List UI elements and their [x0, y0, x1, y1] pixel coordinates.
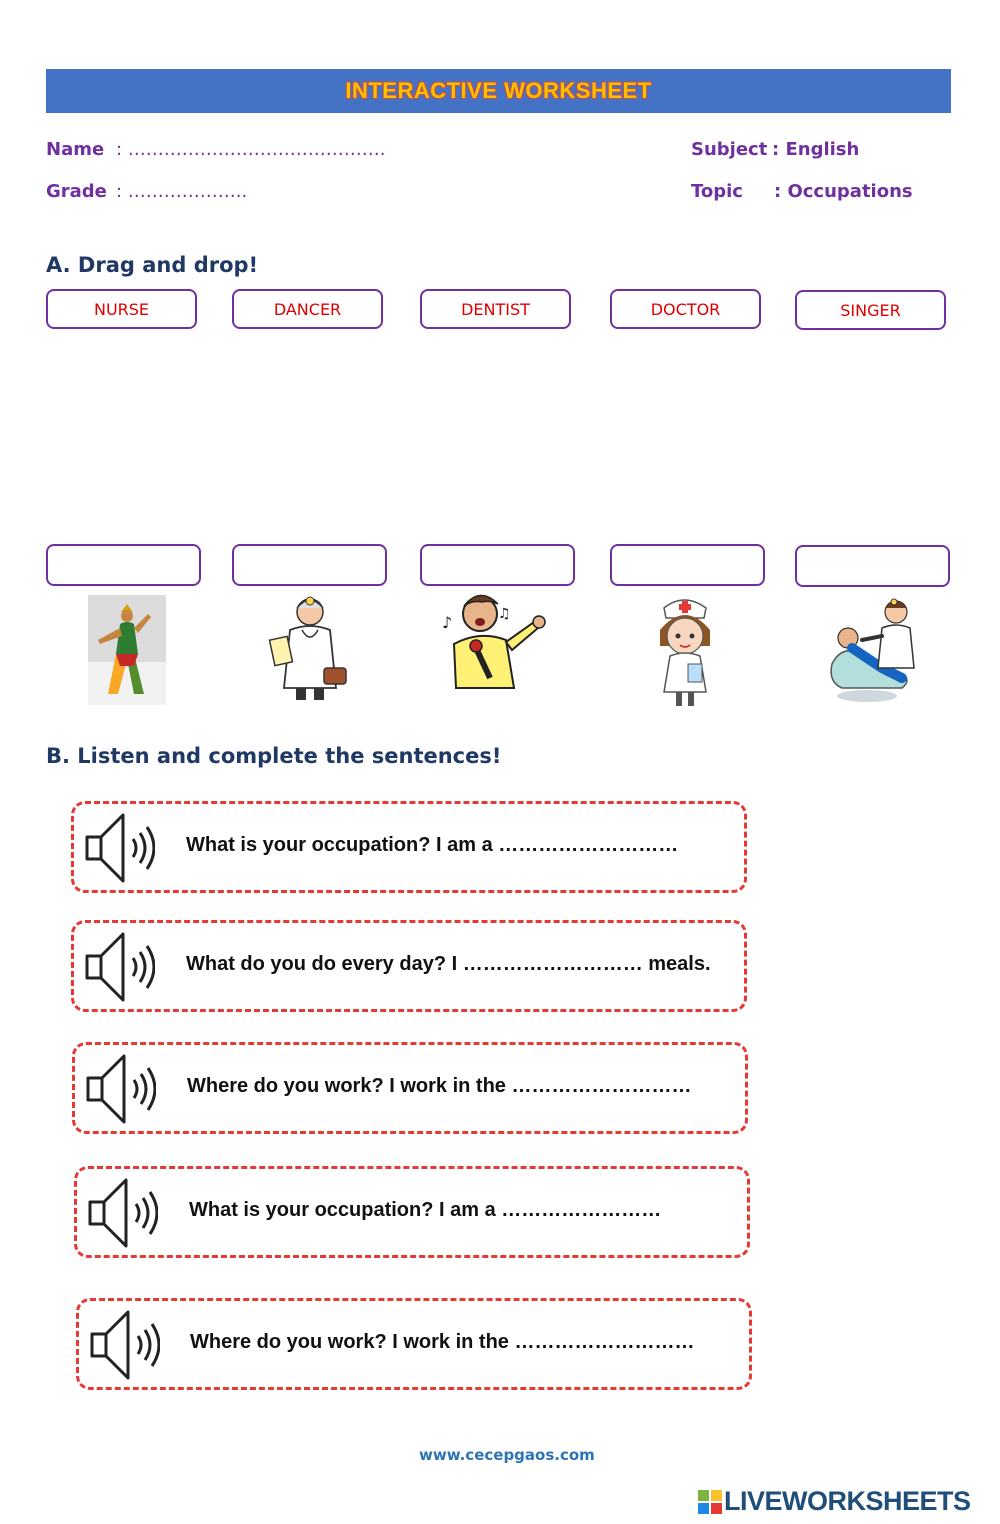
subject-label: Subject	[691, 139, 768, 160]
sentence-2: What do you do every day? I ……………………… meals.	[186, 953, 711, 975]
worksheet-title: INTERACTIVE WORKSHEET	[345, 78, 652, 103]
drop-box-2[interactable]	[232, 544, 387, 586]
word-card-dentist[interactable]: DENTIST	[420, 289, 571, 329]
speaker-icon[interactable]	[86, 1176, 158, 1250]
drop-box-1[interactable]	[46, 544, 201, 586]
speaker-icon[interactable]	[83, 930, 155, 1004]
worksheet-banner	[46, 69, 951, 113]
speaker-icon[interactable]	[88, 1308, 160, 1382]
sentence-3: Where do you work? I work in the ………………………	[187, 1075, 692, 1097]
liveworksheets-logo-icon	[698, 1490, 722, 1514]
drop-box-4[interactable]	[610, 544, 765, 586]
word-card-singer[interactable]: SINGER	[795, 290, 946, 330]
dentist-picture	[822, 592, 932, 707]
name-label: Name	[46, 139, 105, 160]
sentence-5: Where do you work? I work in the ………………………	[190, 1331, 695, 1353]
drop-box-3[interactable]	[420, 544, 575, 586]
section-a-title: A. Drag and drop!	[46, 253, 259, 277]
speaker-icon[interactable]	[83, 811, 155, 885]
svg-text:♪: ♪	[442, 613, 453, 632]
word-card-nurse[interactable]: NURSE	[46, 289, 197, 329]
sentence-4: What is your occupation? I am a ……………………	[189, 1199, 662, 1221]
word-card-doctor[interactable]: DOCTOR	[610, 289, 761, 329]
singer-picture	[440, 588, 550, 703]
grade-label: Grade	[46, 181, 107, 202]
grade-field[interactable]: : ………………..	[116, 181, 248, 202]
dancer-picture	[72, 592, 182, 707]
nurse-picture	[630, 594, 740, 709]
speaker-icon[interactable]	[84, 1052, 156, 1126]
doctor-picture	[258, 590, 368, 705]
topic-label: Topic	[691, 181, 743, 202]
word-card-dancer[interactable]: DANCER	[232, 289, 383, 329]
topic-value: : Occupations	[774, 181, 913, 202]
drop-box-5[interactable]	[795, 545, 950, 587]
section-b-title: B. Listen and complete the sentences!	[46, 744, 502, 768]
subject-value: : English	[772, 139, 860, 160]
liveworksheets-brand[interactable]: LIVEWORKSHEETS	[724, 1486, 971, 1516]
name-field[interactable]: : …………………………………….	[116, 139, 386, 160]
sentence-1: What is your occupation? I am a ………………………	[186, 834, 679, 856]
website-link[interactable]: www.cecepgaos.com	[419, 1446, 595, 1464]
svg-text:♫: ♫	[498, 606, 511, 622]
